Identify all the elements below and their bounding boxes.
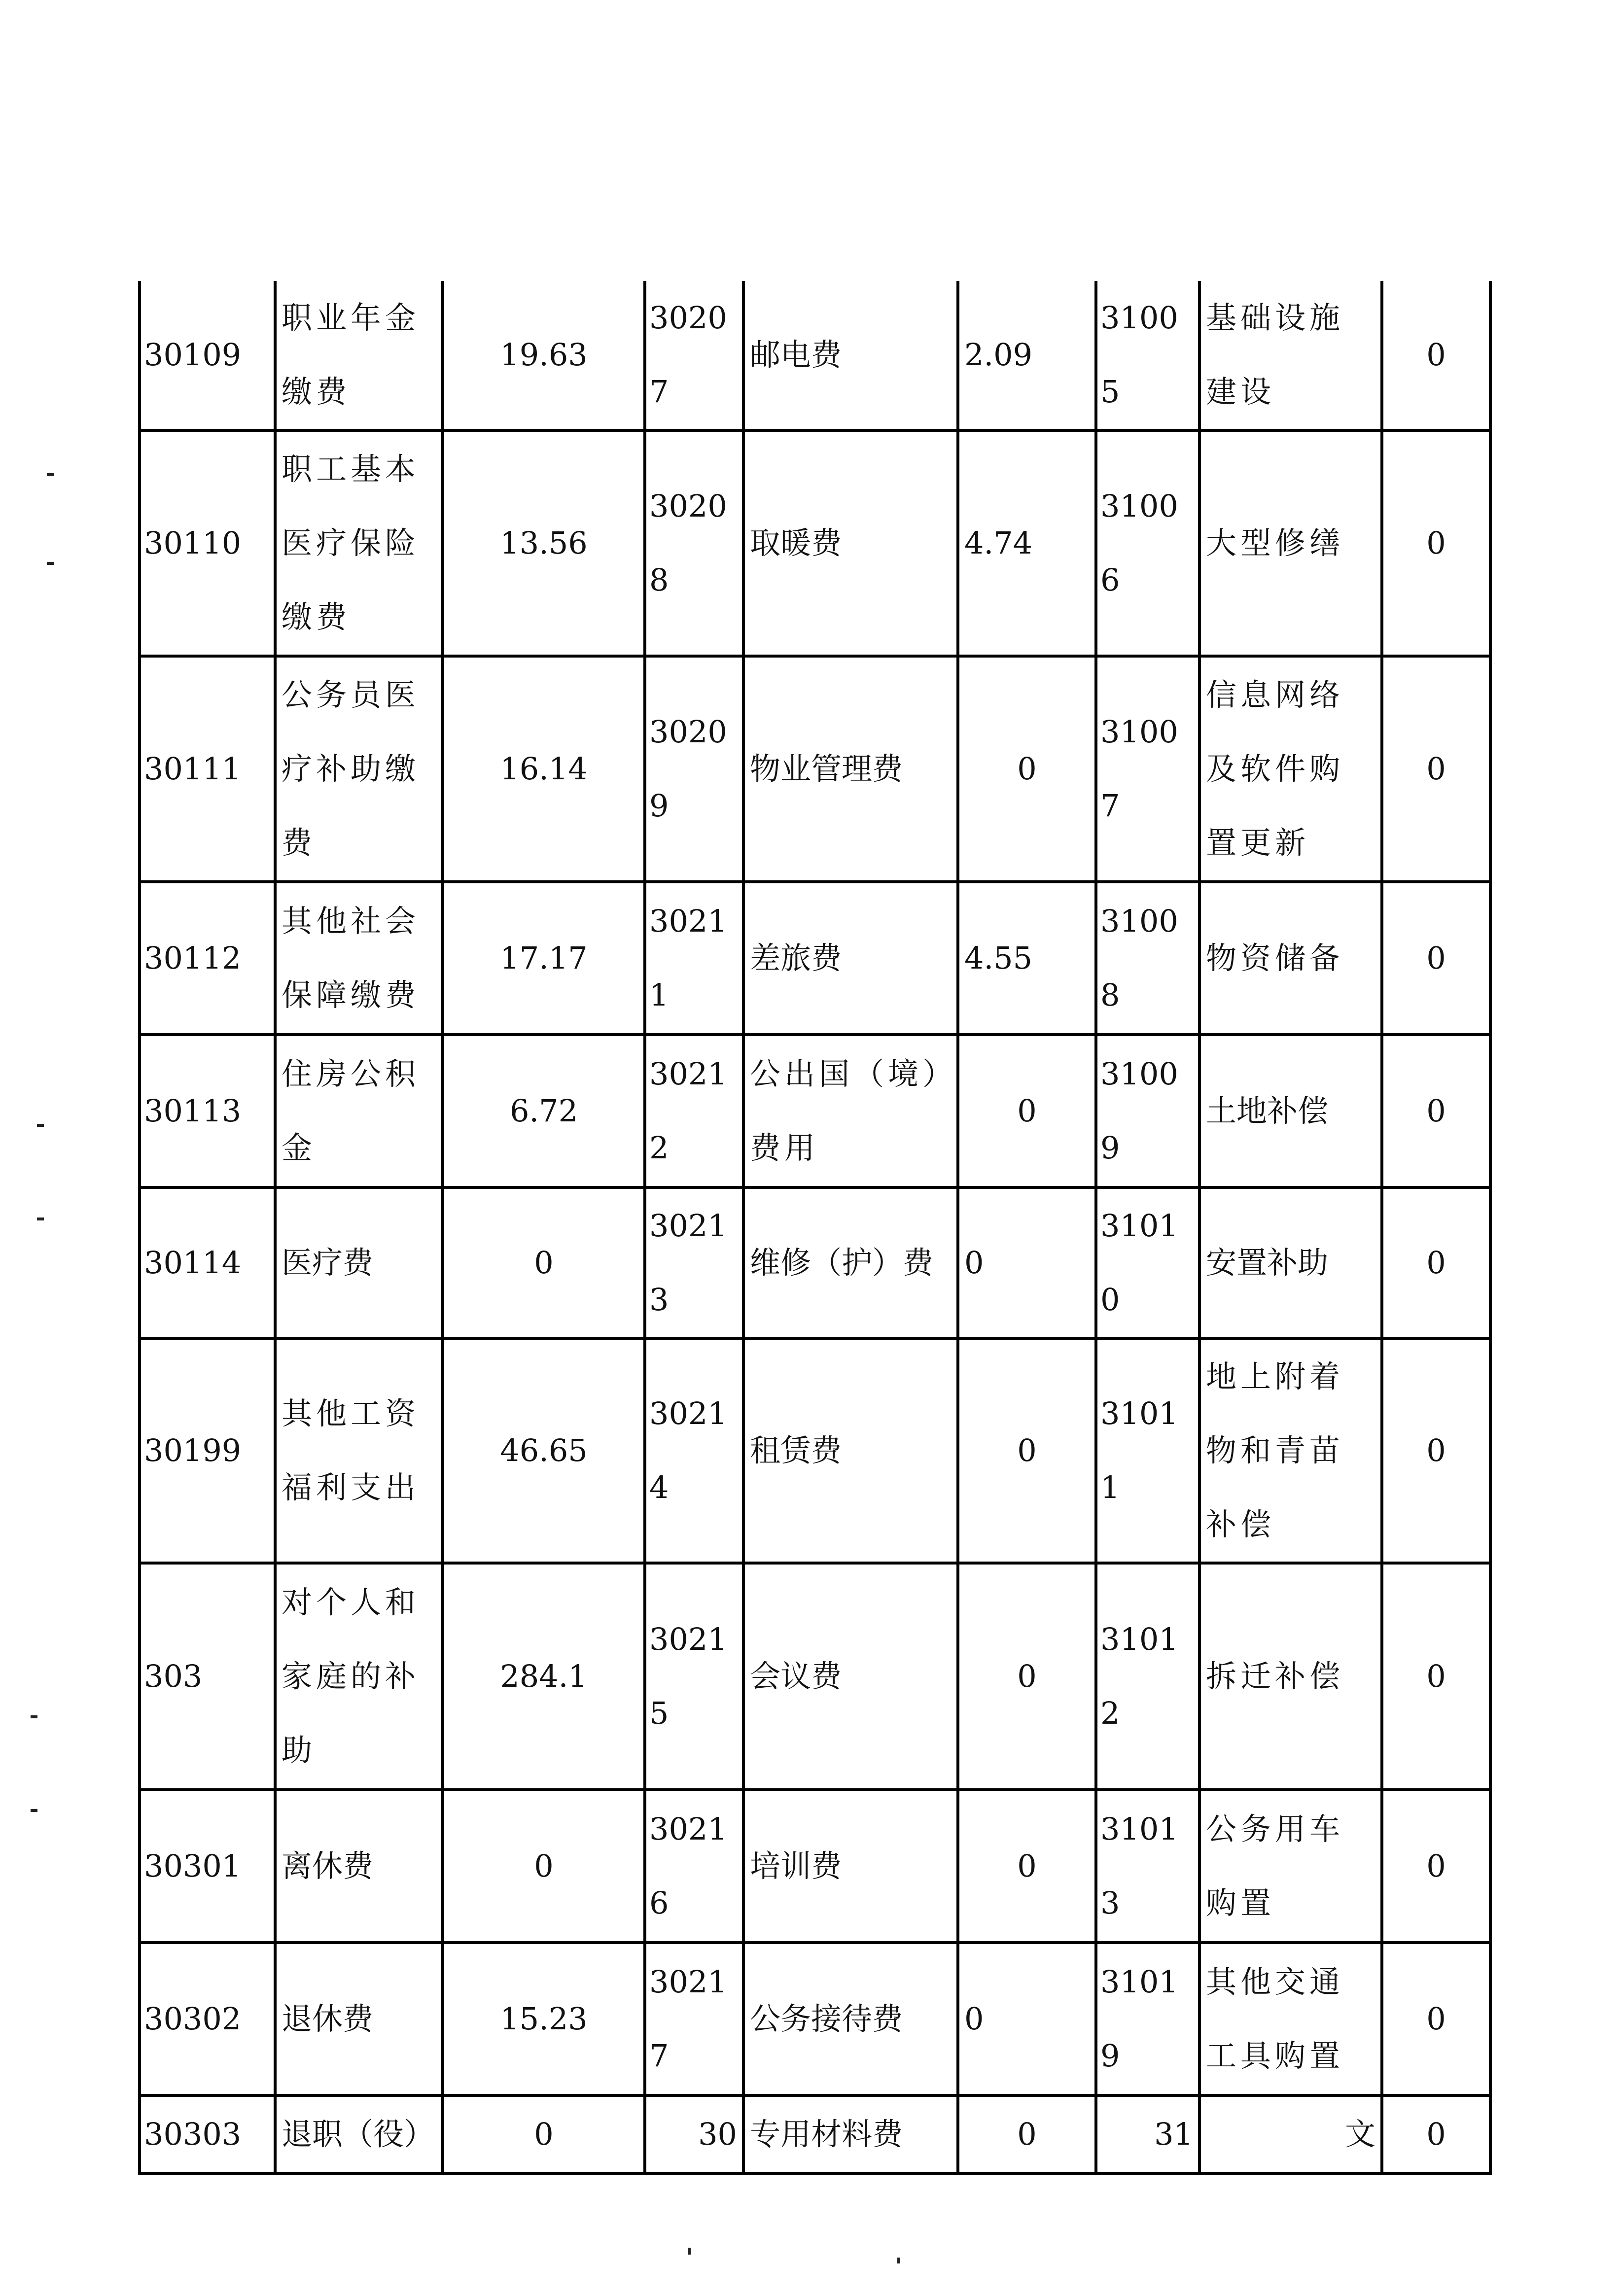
goods-name-cell: 培训费 (743, 1790, 958, 1943)
basic-amount-cell: 0 (443, 1187, 645, 1338)
goods-amount-cell: 0 (958, 656, 1096, 882)
capital-code-cell: 31005 (1096, 281, 1200, 430)
capital-amount-cell: 0 (1382, 882, 1490, 1035)
basic-code-cell: 30112 (140, 882, 275, 1035)
basic-amount-cell: 17.17 (443, 882, 645, 1035)
goods-amount-cell: 0 (958, 1563, 1096, 1790)
basic-amount-cell: 0 (443, 2095, 645, 2173)
capital-code-cell: 31019 (1096, 1943, 1200, 2095)
capital-name-cell: 基础设施建设 (1200, 281, 1382, 430)
basic-name-cell: 退休费 (275, 1943, 443, 2095)
table-row (140, 1187, 1490, 1338)
scan-speck (37, 1218, 44, 1220)
capital-code-cell: 31013 (1096, 1790, 1200, 1943)
goods-amount-cell: 0 (958, 2095, 1096, 2173)
goods-amount-cell: 0 (958, 1035, 1096, 1187)
table-row (140, 281, 1490, 430)
table-row (140, 430, 1490, 656)
basic-code-cell: 30199 (140, 1338, 275, 1563)
basic-name-cell: 职业年金缴费 (275, 281, 443, 430)
capital-amount-cell: 0 (1382, 281, 1490, 430)
capital-name-cell: 信息网络及软件购置更新 (1200, 656, 1382, 882)
goods-code-cell: 30212 (645, 1035, 743, 1187)
capital-name-cell: 土地补偿 (1200, 1035, 1382, 1187)
basic-code-cell: 30109 (140, 281, 275, 430)
capital-code-cell: 31006 (1096, 430, 1200, 656)
goods-code-cell: 30208 (645, 430, 743, 656)
basic-amount-cell: 13.56 (443, 430, 645, 656)
basic-amount-cell: 19.63 (443, 281, 645, 430)
table-row (140, 656, 1490, 882)
basic-name-cell: 公务员医疗补助缴费 (275, 656, 443, 882)
goods-code-cell: 30215 (645, 1563, 743, 1790)
capital-name-cell: 地上附着物和青苗补偿 (1200, 1338, 1382, 1563)
capital-name-cell: 大型修缮 (1200, 430, 1382, 656)
basic-amount-cell: 0 (443, 1790, 645, 1943)
capital-name-cell: 拆迁补偿 (1200, 1563, 1382, 1790)
scan-speck (31, 1809, 37, 1812)
basic-name-cell: 对个人和家庭的补助 (275, 1563, 443, 1790)
goods-amount-cell: 0 (958, 1943, 1096, 2095)
capital-name-cell: 其他交通工具购置 (1200, 1943, 1382, 2095)
scan-speck (31, 1715, 37, 1718)
table-row (140, 1035, 1490, 1187)
capital-amount-cell: 0 (1382, 430, 1490, 656)
goods-name-cell: 专用材料费 (743, 2095, 958, 2173)
scan-speck (37, 1124, 44, 1127)
basic-name-cell: 医疗费 (275, 1187, 443, 1338)
goods-code-cell: 30214 (645, 1338, 743, 1563)
table-row (140, 1943, 1490, 2095)
table-row (140, 1563, 1490, 1790)
capital-code-cell: 31012 (1096, 1563, 1200, 1790)
basic-amount-cell: 15.23 (443, 1943, 645, 2095)
goods-amount-cell: 0 (958, 1790, 1096, 1943)
capital-name-cell: 物资储备 (1200, 882, 1382, 1035)
goods-code-cell: 30217 (645, 1943, 743, 2095)
goods-name-cell: 差旅费 (743, 882, 958, 1035)
goods-name-cell: 维修（护）费 (743, 1187, 958, 1338)
basic-name-cell: 职工基本医疗保险缴费 (275, 430, 443, 656)
capital-amount-cell: 0 (1382, 1338, 1490, 1563)
basic-code-cell: 30111 (140, 656, 275, 882)
basic-code-cell: 303 (140, 1563, 275, 1790)
goods-name-cell: 租赁费 (743, 1338, 958, 1563)
capital-amount-cell: 0 (1382, 1187, 1490, 1338)
capital-name-cell: 安置补助 (1200, 1187, 1382, 1338)
capital-amount-cell: 0 (1382, 1943, 1490, 2095)
goods-amount-cell: 4.74 (958, 430, 1096, 656)
basic-code-cell: 30114 (140, 1187, 275, 1338)
basic-code-cell: 30113 (140, 1035, 275, 1187)
capital-amount-cell: 0 (1382, 656, 1490, 882)
basic-amount-cell: 46.65 (443, 1338, 645, 1563)
capital-amount-cell: 0 (1382, 1563, 1490, 1790)
basic-code-cell: 30302 (140, 1943, 275, 2095)
table-row (140, 1338, 1490, 1563)
basic-code-cell: 30301 (140, 1790, 275, 1943)
capital-name-cell: 文 (1200, 2095, 1382, 2173)
capital-code-cell: 31011 (1096, 1338, 1200, 1563)
goods-name-cell: 公务接待费 (743, 1943, 958, 2095)
goods-name-cell: 邮电费 (743, 281, 958, 430)
scan-speck (688, 2248, 691, 2255)
goods-code-cell: 30209 (645, 656, 743, 882)
goods-code-cell: 30211 (645, 882, 743, 1035)
basic-name-cell: 住房公积金 (275, 1035, 443, 1187)
table-row (140, 2095, 1490, 2173)
table-row (140, 882, 1490, 1035)
capital-amount-cell: 0 (1382, 1035, 1490, 1187)
scan-speck (47, 562, 54, 565)
goods-amount-cell: 4.55 (958, 882, 1096, 1035)
basic-amount-cell: 16.14 (443, 656, 645, 882)
capital-code-cell: 31009 (1096, 1035, 1200, 1187)
goods-amount-cell: 2.09 (958, 281, 1096, 430)
goods-amount-cell: 0 (958, 1187, 1096, 1338)
basic-name-cell: 退职（役） (275, 2095, 443, 2173)
basic-name-cell: 离休费 (275, 1790, 443, 1943)
capital-amount-cell: 0 (1382, 2095, 1490, 2173)
goods-name-cell: 会议费 (743, 1563, 958, 1790)
capital-amount-cell: 0 (1382, 1790, 1490, 1943)
basic-name-cell: 其他工资福利支出 (275, 1338, 443, 1563)
table-row (140, 1790, 1490, 1943)
basic-code-cell: 30303 (140, 2095, 275, 2173)
goods-code-cell: 30 (645, 2095, 743, 2173)
capital-code-cell: 31010 (1096, 1187, 1200, 1338)
goods-code-cell: 30216 (645, 1790, 743, 1943)
goods-amount-cell: 0 (958, 1338, 1096, 1563)
goods-code-cell: 30207 (645, 281, 743, 430)
goods-name-cell: 公出国（境）费用 (743, 1035, 958, 1187)
expenditure-table (138, 281, 1492, 2175)
scan-speck (897, 2258, 900, 2263)
capital-code-cell: 31008 (1096, 882, 1200, 1035)
goods-name-cell: 物业管理费 (743, 656, 958, 882)
basic-amount-cell: 284.1 (443, 1563, 645, 1790)
goods-name-cell: 取暖费 (743, 430, 958, 656)
scan-speck (47, 473, 54, 476)
capital-name-cell: 公务用车购置 (1200, 1790, 1382, 1943)
goods-code-cell: 30213 (645, 1187, 743, 1338)
basic-amount-cell: 6.72 (443, 1035, 645, 1187)
capital-code-cell: 31 (1096, 2095, 1200, 2173)
capital-code-cell: 31007 (1096, 656, 1200, 882)
basic-name-cell: 其他社会保障缴费 (275, 882, 443, 1035)
basic-code-cell: 30110 (140, 430, 275, 656)
